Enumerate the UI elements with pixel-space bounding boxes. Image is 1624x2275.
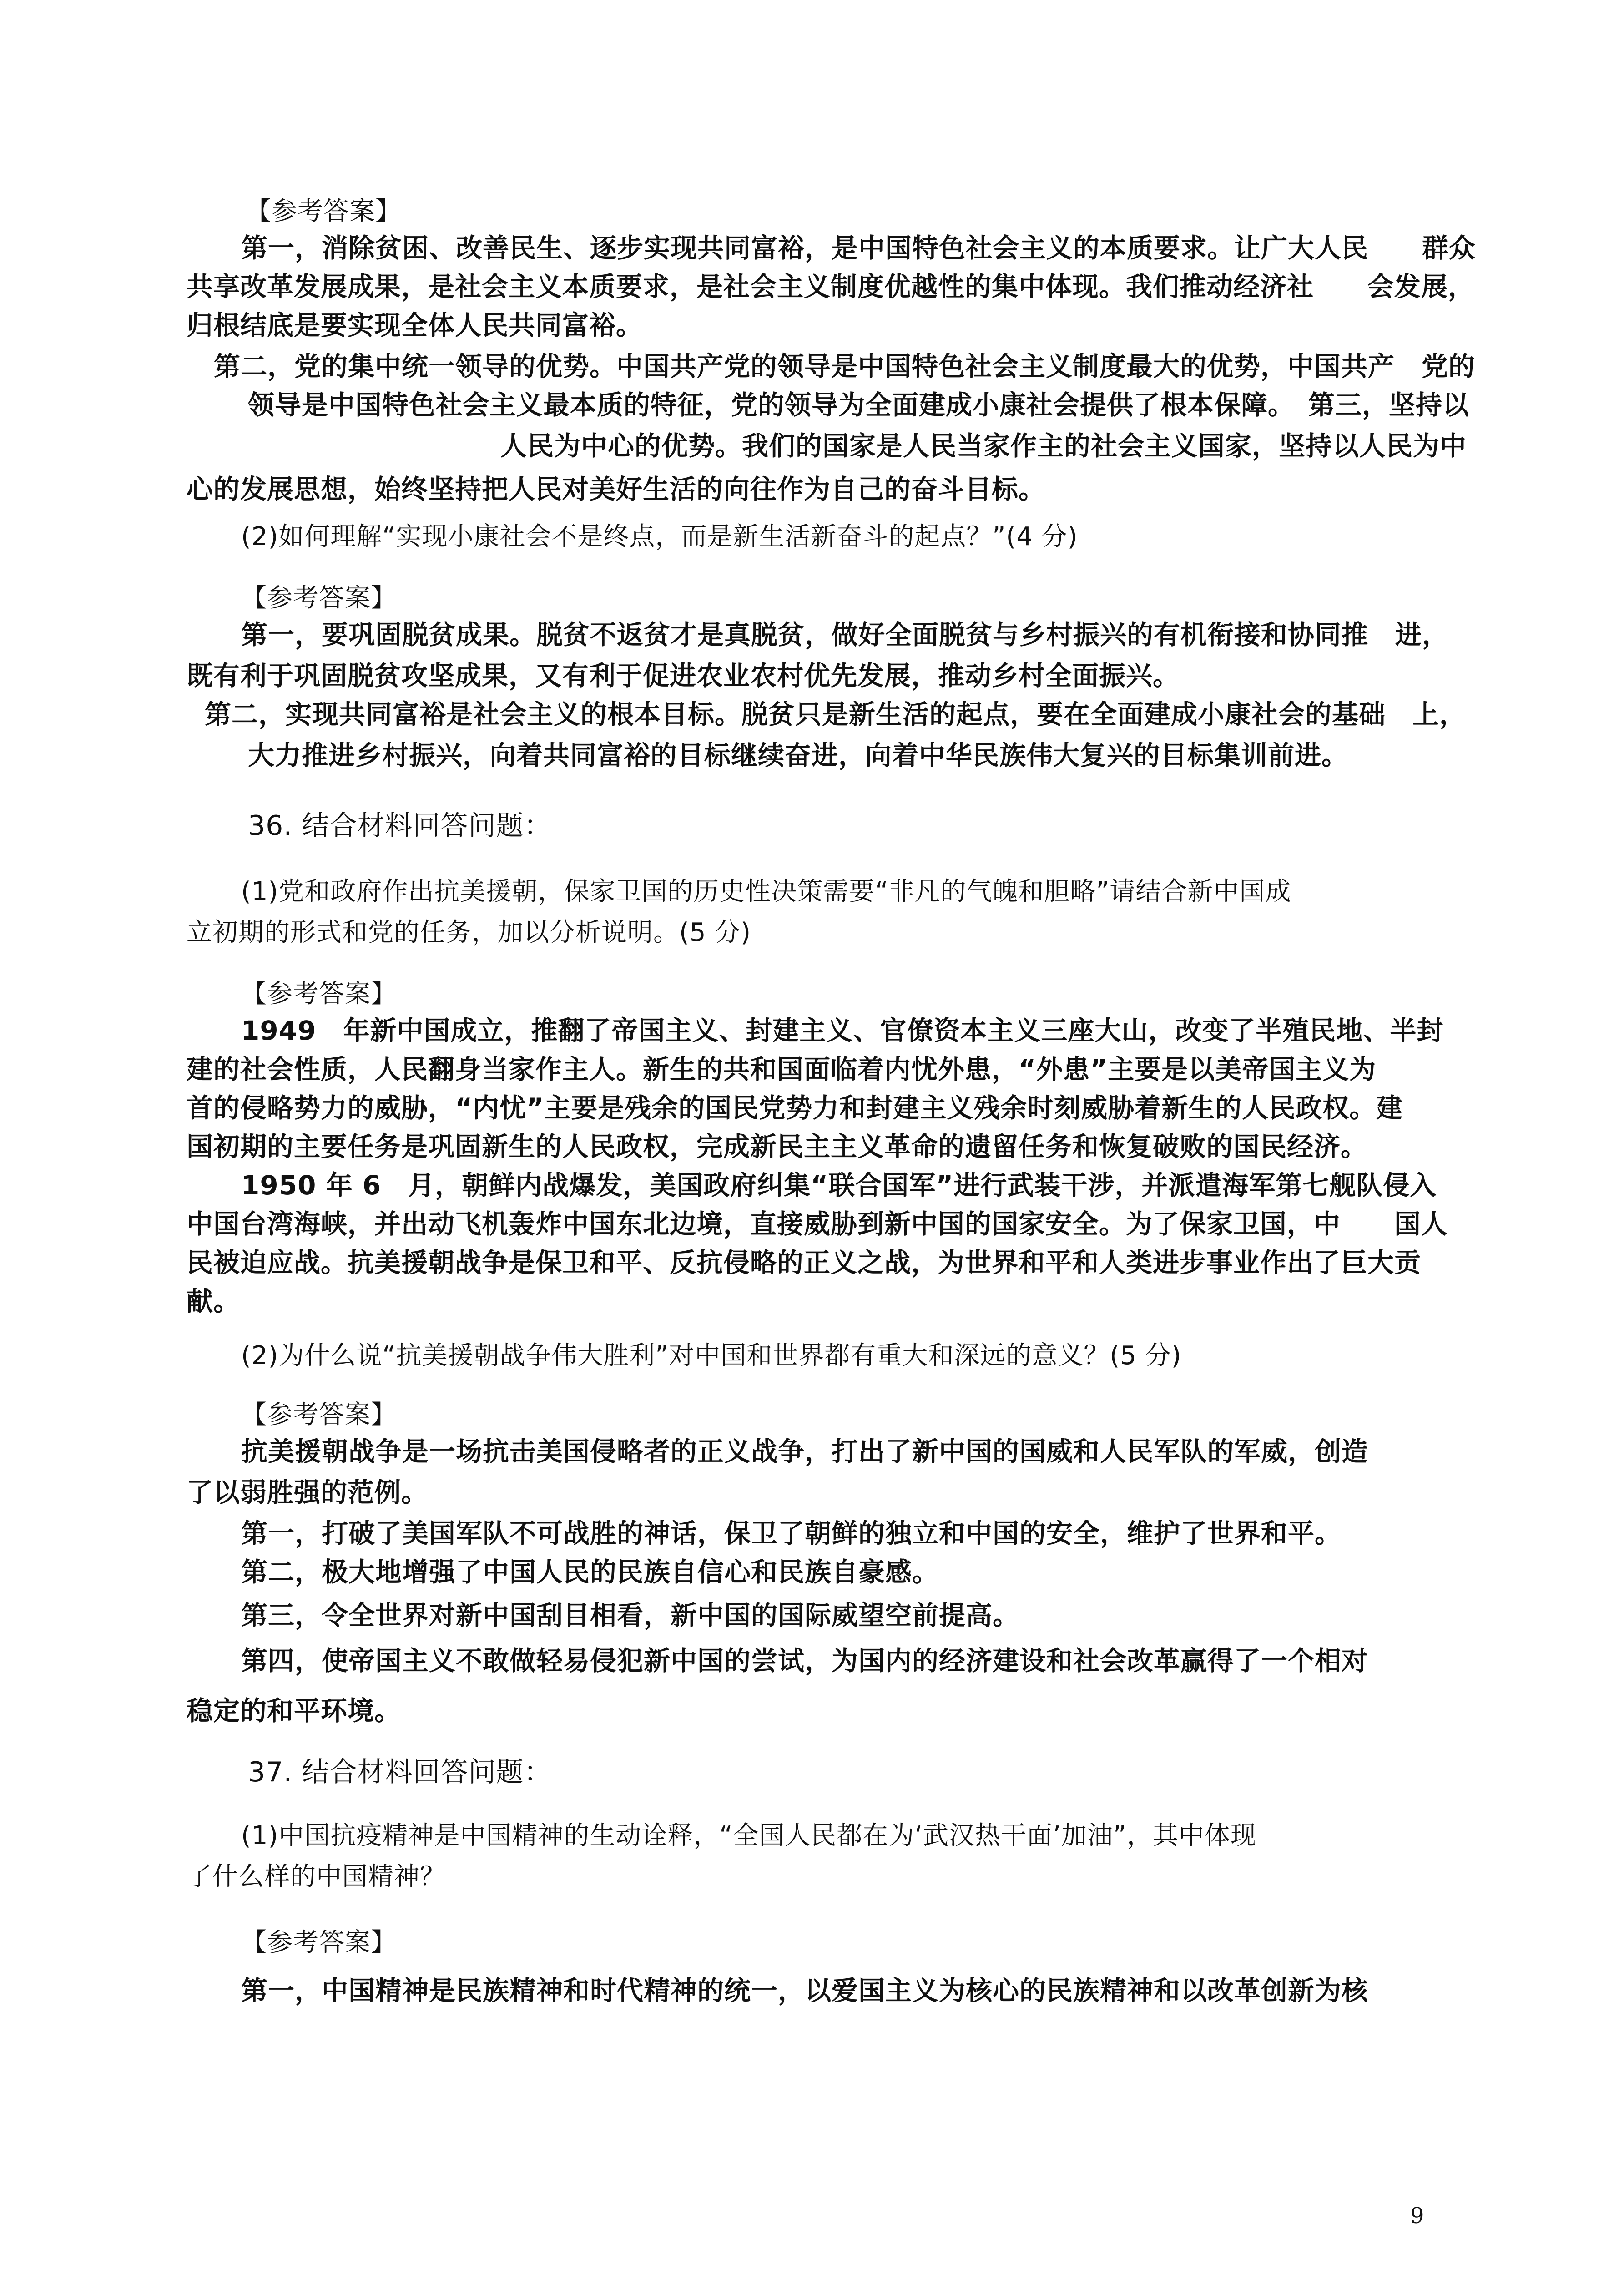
answer-line: 归根结底是要实现全体人民共同富裕。: [187, 310, 643, 341]
question-text: (2)为什么说“抗美援朝战争伟大胜利”对中国和世界都有重大和深远的意义？(5 分): [241, 1341, 1182, 1370]
answer-header: 【参考答案】: [246, 197, 401, 226]
answer-line: 人民为中心的优势。我们的国家是人民当家作主的社会主义国家，坚持以人民为中: [500, 430, 1467, 461]
answer-line: 抗美援朝战争是一场抗击美国侵略者的正义战争，打出了新中国的国威和人民军队的军威，创造: [241, 1436, 1369, 1467]
answer-line: 稳定的和平环境。: [187, 1695, 402, 1726]
question-text: (2)如何理解“实现小康社会不是终点，而是新生活新奋斗的起点？”(4 分): [241, 522, 1078, 551]
answer-line: 大力推进乡村振兴，向着共同富裕的目标继续奋进，向着中华民族伟大复兴的目标集训前进。: [248, 740, 1349, 771]
answer-line: 既有利于巩固脱贫攻坚成果，又有利于促进农业农村优先发展，推动乡村全面振兴。: [187, 660, 1180, 691]
answer-header: 【参考答案】: [241, 1400, 397, 1430]
answer-line: 第二，党的集中统一领导的优势。中国共产党的领导是中国特色社会主义制度最大的优势，中国共产 党的: [214, 351, 1476, 382]
question-title: 36. 结合材料回答问题：: [248, 810, 552, 842]
answer-line: 国初期的主要任务是巩固新生的人民政权，完成新民主主义革命的遗留任务和恢复破败的国民经济。: [187, 1131, 1368, 1162]
answer-line: 第二，极大地增强了中国人民的民族自信心和民族自豪感。: [241, 1557, 939, 1587]
answer-line: 第一，消除贫困、改善民生、逐步实现共同富裕，是中国特色社会主义的本质要求。让广大人民 群众: [241, 233, 1476, 263]
question-text: 立初期的形式和党的任务，加以分析说明。(5 分): [187, 918, 751, 947]
answer-line: 首的侵略势力的威胁，“内忧”主要是残余的国民党势力和封建主义残余时刻威胁着新生的人民政权。建: [187, 1092, 1403, 1123]
answer-line: 第一，要巩固脱贫成果。脱贫不返贫才是真脱贫，做好全面脱贫与乡村振兴的有机衔接和协同推 进，: [241, 619, 1449, 650]
answer-header: 【参考答案】: [241, 583, 397, 613]
question-title: 37. 结合材料回答问题：: [248, 1756, 552, 1788]
answer-line: 第一，打破了美国军队不可战胜的神话，保卫了朝鲜的独立和中国的安全，维护了世界和平。: [241, 1518, 1342, 1549]
question-text: (1)中国抗疫精神是中国精神的生动诠释，“全国人民都在为‘武汉热干面’加油”，其中体现: [241, 1821, 1256, 1850]
answer-line: 1949 年新中国成立，推翻了帝国主义、封建主义、官僚资本主义三座大山，改变了半殖民地、半封: [241, 1015, 1444, 1046]
answer-header: 【参考答案】: [241, 1928, 397, 1957]
answer-header: 【参考答案】: [241, 979, 397, 1009]
answer-line: 了以弱胜强的范例。: [187, 1477, 429, 1508]
question-text: 了什么样的中国精神？: [187, 1862, 446, 1891]
answer-line: 民被迫应战。抗美援朝战争是保卫和平、反抗侵略的正义之战，为世界和平和人类进步事业作出了巨大贡: [187, 1247, 1422, 1278]
answer-line: 领导是中国特色社会主义最本质的特征，党的领导为全面建成小康社会提供了根本保障。 第三，坚持以: [248, 389, 1470, 420]
answer-line: 第四，使帝国主义不敢做轻易侵犯新中国的尝试，为国内的经济建设和社会改革赢得了一个相对: [241, 1645, 1369, 1676]
answer-line: 第一，中国精神是民族精神和时代精神的统一，以爱国主义为核心的民族精神和以改革创新为核: [241, 1975, 1369, 2006]
answer-line: 献。: [187, 1286, 241, 1317]
answer-line: 心的发展思想，始终坚持把人民对美好生活的向往作为自己的奋斗目标。: [187, 474, 1046, 505]
question-text: (1)党和政府作出抗美援朝，保家卫国的历史性决策需要“非凡的气魄和胆略”请结合新中国成: [241, 877, 1291, 906]
page-number: 9: [1410, 2203, 1424, 2229]
answer-line: 1950 年 6 月，朝鲜内战爆发，美国政府纠集“联合国军”进行武装干涉，并派遣海军第七舰队侵入: [241, 1170, 1437, 1201]
answer-line: 第三，令全世界对新中国刮目相看，新中国的国际威望空前提高。: [241, 1600, 1020, 1631]
answer-line: 中国台湾海峡，并出动飞机轰炸中国东北边境，直接威胁到新中国的国家安全。为了保家卫国，中 国人: [187, 1208, 1448, 1239]
answer-line: 共享改革发展成果，是社会主义本质要求，是社会主义制度优越性的集中体现。我们推动经济社 会发展，: [187, 271, 1475, 302]
answer-line: 建的社会性质，人民翻身当家作主人。新生的共和国面临着内忧外患，“外患”主要是以美帝国主义为: [187, 1054, 1377, 1085]
answer-line: 第二，实现共同富裕是社会主义的根本目标。脱贫只是新生活的起点，要在全面建成小康社会的基础 上，: [205, 699, 1467, 730]
